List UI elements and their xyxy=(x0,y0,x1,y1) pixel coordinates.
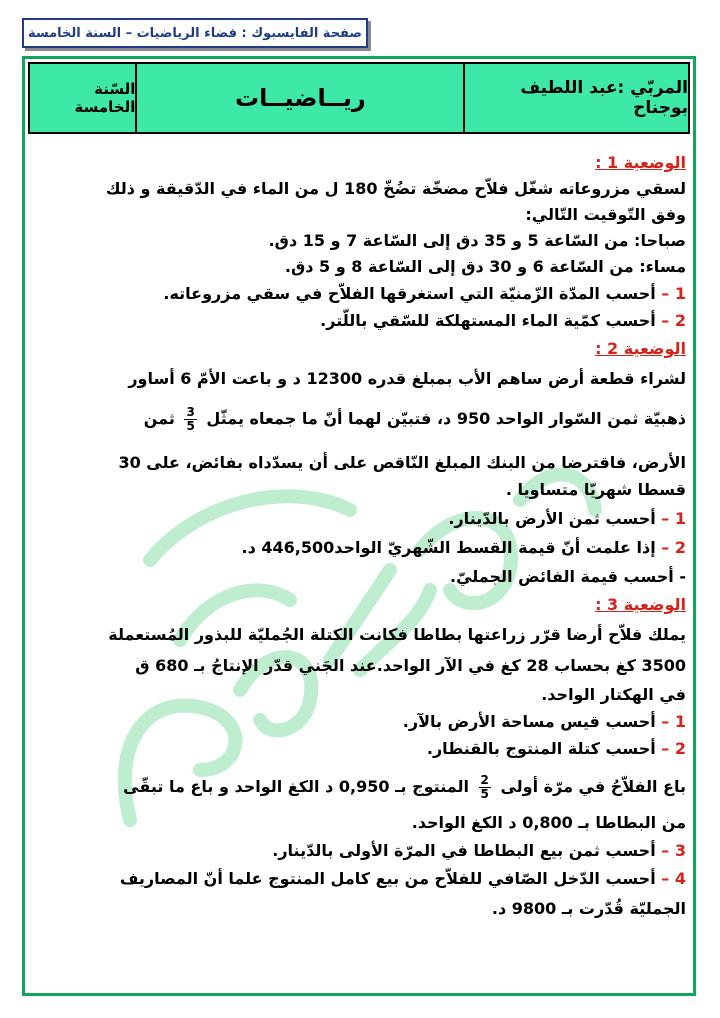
s2-question-1 xyxy=(30,508,686,530)
s2-question-2 xyxy=(30,537,686,559)
s1-q2-text: أحسب كمّية الماء المستهلكة للسّقي باللّتر. xyxy=(320,311,656,330)
s2-q2-text: إذا علمت أنّ قيمة القسط الشّهريّ الواحد446,500 د. xyxy=(241,538,656,557)
grade-level: السّنة الخامسة xyxy=(30,64,135,132)
s3-line-4-end: المنتوج بـ 0,950 د الكغ الواحد و باع ما تبقّى xyxy=(123,777,469,796)
s3-question-2 xyxy=(30,738,686,760)
s2-question-3: - أحسب قيمة الفائض الجمليّ. xyxy=(450,567,686,586)
s1-line-3: صباحا: من السّاعة 5 و 35 دق إلى السّاعة 7 و 15 دق. xyxy=(268,231,686,250)
s2-line-2 xyxy=(30,404,686,434)
s1-q1-text: أحسب المدّة الزّمنيّة التي استغرقها الفلاّح في سقي مزروعاته. xyxy=(163,284,656,303)
s3-line-2: 3500 كغ بحساب 28 كغ في الآر الواحد.عند الجَني قدّر الإنتاجُ بـ 680 ق xyxy=(135,656,686,675)
situation-2-title: الوضعية 2 : xyxy=(595,339,686,358)
s1-q2-number: 2 – xyxy=(661,311,686,330)
s2-line-2-start: ذهبيّة ثمن السّوار الواحد 950 د، فتبيّن لهما أنّ ما جمعاه يمثّل xyxy=(206,409,686,428)
s2-line-2-end: ثمن xyxy=(143,409,175,428)
s3-line-3: في الهكتار الواحد. xyxy=(541,685,686,704)
s3-q3-text: أحسب ثمن بيع البطاطا في المرّة الأولى بالدّينار. xyxy=(272,841,656,860)
teacher-name: المربّي :عبد اللطيف بوجناح xyxy=(463,64,688,132)
s3-line-4-start: باع الفلاّحُ في مرّة أولى xyxy=(500,777,686,796)
exercise-content xyxy=(30,146,686,986)
subject-title: ريــاضيــات xyxy=(135,64,463,132)
s3-q1-number: 1 – xyxy=(661,712,686,731)
s3-question-3 xyxy=(30,840,686,862)
fraction-numerator: 2 xyxy=(480,773,489,787)
s1-line-2: وفق التّوقيت التّالي: xyxy=(525,205,686,224)
fraction-denominator: 5 xyxy=(186,419,195,433)
s2-q1-text: أحسب ثمن الأرض بالدّينار. xyxy=(448,509,656,528)
s3-question-4 xyxy=(30,868,686,890)
s2-q2-number: 2 – xyxy=(661,538,686,557)
s2-line-1: لشراء قطعة أرض ساهم الأب بمبلغ قدره 12300 د و باعت الأمّ 6 أساور xyxy=(128,369,686,388)
s2-line-4: قسطا شهريّا متساويا . xyxy=(505,480,686,499)
s3-q4-text: أحسب الدّخل الصّافي للفلاّح من بيع كامل المنتوج علما أنّ المصاريف xyxy=(119,869,656,888)
s3-q2-text: أحسب كتلة المنتوج بالقنطار. xyxy=(426,739,656,758)
fraction-two-fifths xyxy=(479,774,491,801)
facebook-page-label: صفحة الفايسبوك : فضاء الرياضيات – السنة الخامسة xyxy=(22,18,368,48)
s3-line-4 xyxy=(30,772,686,802)
situation-3-title: الوضعية 3 : xyxy=(595,595,686,614)
s1-line-1: لسقي مزروعاته شغّل فلاّح مضخّة تضُخّ 180 ل من الماء في الدّقيقة و ذلك xyxy=(105,179,686,198)
s1-line-4: مساء: من السّاعة 6 و 30 دق إلى السّاعة 8 و 5 دق. xyxy=(284,257,686,276)
s2-line-3: الأرض، فاقترضا من البنك المبلغ النّاقص على أن يسدّداه بفائض، على 30 xyxy=(118,453,686,472)
s1-question-2 xyxy=(30,310,686,332)
s3-line-5: من البطاطا بـ 0,800 د الكغ الواحد. xyxy=(411,813,686,832)
situation-1-title: الوضعية 1 : xyxy=(595,153,686,172)
fraction-denominator: 5 xyxy=(480,787,489,801)
s3-q4-number: 4 – xyxy=(661,869,686,888)
s1-q1-number: 1 – xyxy=(661,284,686,303)
s1-question-1 xyxy=(30,283,686,305)
header-table xyxy=(28,62,690,134)
s3-line-1: يملك فلاّح أرضا قرّر زراعتها بطاطا فكانت الكتلة الجُمليّة للبذور المُستعملة xyxy=(108,625,686,644)
fraction-numerator: 3 xyxy=(186,405,195,419)
s3-line-6: الجمليّة قُدّرت بـ 9800 د. xyxy=(491,899,686,918)
s3-q3-number: 3 – xyxy=(661,841,686,860)
s3-q2-number: 2 – xyxy=(661,739,686,758)
fraction-three-fifths xyxy=(184,406,196,433)
s3-q1-text: أحسب قيس مساحة الأرض بالآر. xyxy=(402,712,656,731)
s3-question-1 xyxy=(30,711,686,733)
s2-q1-number: 1 – xyxy=(661,509,686,528)
